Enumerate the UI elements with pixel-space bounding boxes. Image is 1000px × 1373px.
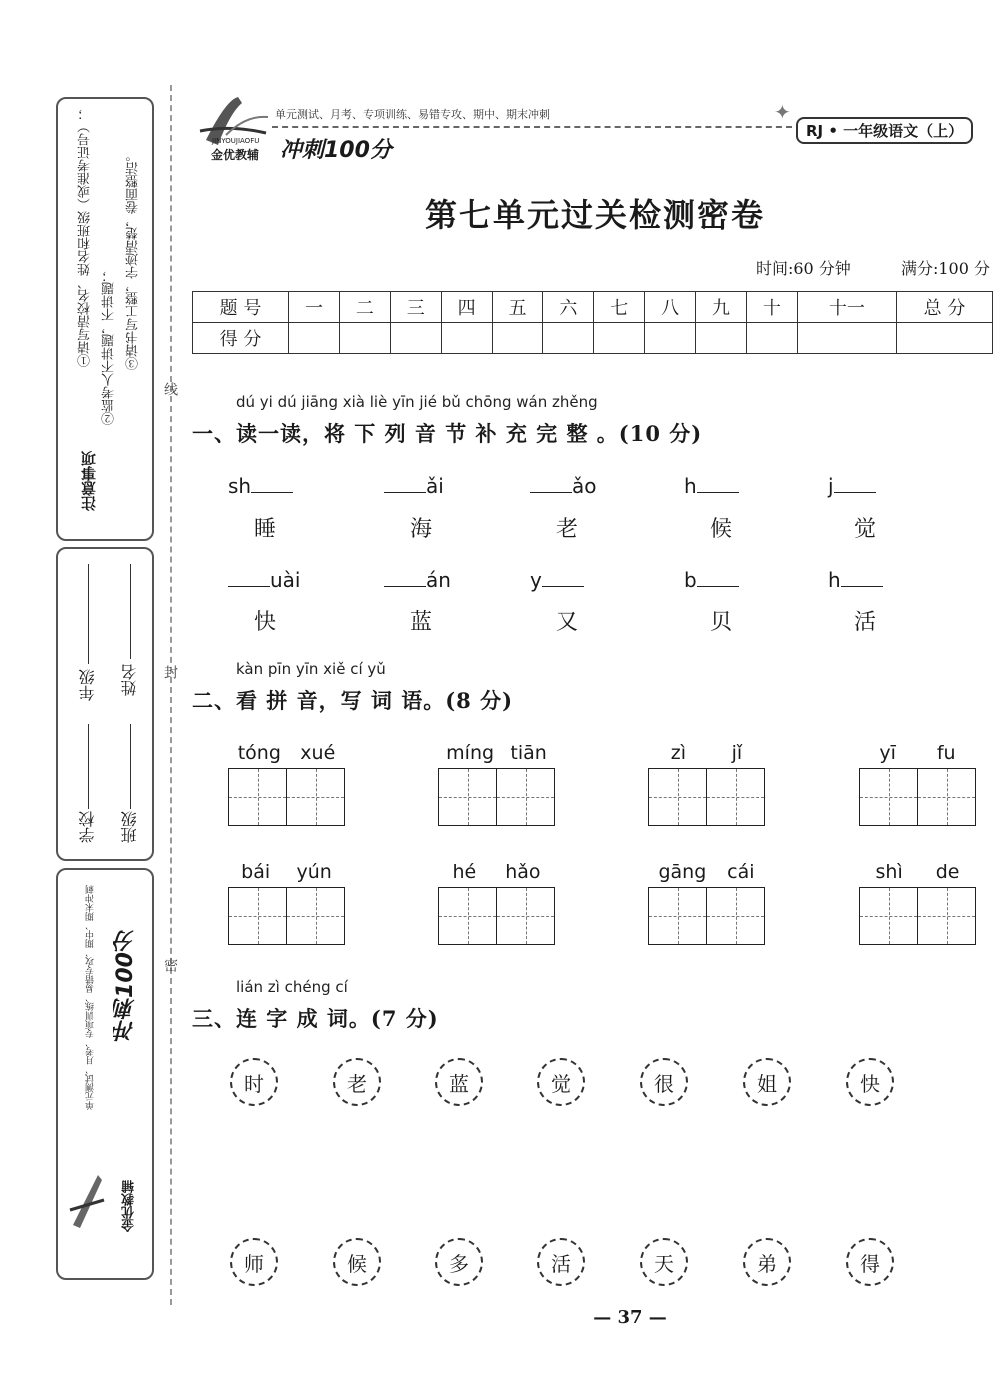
tianzige-cell[interactable]	[497, 888, 554, 944]
tianzige-box[interactable]	[438, 887, 555, 945]
score-cell[interactable]	[289, 323, 340, 354]
tianzige-cell[interactable]	[918, 888, 975, 944]
school-label: 学校	[78, 811, 97, 843]
pinyin-blank-item[interactable]	[530, 568, 584, 592]
grid-pinyin: tóng	[237, 742, 281, 764]
flower-char[interactable]: 天	[640, 1238, 688, 1286]
pinyin-prefix: h	[828, 568, 841, 592]
grade-line[interactable]	[88, 564, 89, 664]
notice-head: 注意事项	[80, 451, 98, 511]
class-label: 班级	[120, 811, 139, 843]
tianzige-box[interactable]	[648, 887, 765, 945]
pinyin-prefix: h	[684, 474, 697, 498]
flower-char[interactable]: 活	[537, 1238, 585, 1286]
score-cell[interactable]	[696, 323, 747, 354]
grid-pinyin: bái	[241, 861, 271, 883]
grid-pinyin: de	[935, 861, 960, 883]
writing-grid[interactable]	[859, 861, 976, 945]
writing-grid[interactable]	[228, 742, 345, 826]
score-cell[interactable]	[390, 323, 441, 354]
hanzi-char: 海	[410, 517, 433, 542]
pinyin-suffix: ǎo	[572, 474, 597, 498]
fill-blank[interactable]	[251, 478, 293, 493]
sparkle-icon: ✦	[774, 100, 791, 124]
pinyin-suffix: ǎi	[426, 474, 444, 498]
book-logo-icon	[68, 1170, 108, 1230]
grid-pinyin: shì	[875, 861, 903, 883]
hanzi-char: 睡	[254, 517, 277, 542]
publisher-en: JINYOUJIAOFU	[212, 137, 260, 145]
flower-char[interactable]: 姐	[743, 1058, 791, 1106]
tianzige-cell[interactable]	[229, 769, 287, 825]
pinyin-blank-item[interactable]	[228, 568, 301, 592]
grade-label: 年级	[78, 669, 97, 701]
tianzige-cell[interactable]	[707, 769, 764, 825]
publisher-name: 金优教辅	[211, 148, 260, 162]
tianzige-cell[interactable]	[649, 769, 707, 825]
writing-grid[interactable]	[228, 861, 345, 945]
tianzige-cell[interactable]	[649, 888, 707, 944]
tianzige-box[interactable]	[438, 768, 555, 826]
ad-tags: 单元测试、月考、专项训练、易错专攻、期中、期末冲刺	[86, 885, 96, 1110]
writing-grid[interactable]	[438, 742, 555, 826]
pinyin-blank-item[interactable]	[684, 568, 739, 592]
flower-char[interactable]: 候	[333, 1238, 381, 1286]
notice-line-1: ①请写清校名、姓名和班级（或准考证号）；	[78, 107, 93, 367]
header-tags: 单元测试、月考、专项训练、易错专攻、期中、期末冲刺	[275, 108, 550, 121]
table-cell: 八	[645, 292, 696, 323]
class-line[interactable]	[130, 724, 131, 809]
score-cell[interactable]	[746, 323, 797, 354]
grid-pinyin: zì	[670, 742, 687, 764]
table-cell: 九	[696, 292, 747, 323]
notice-line-2: ②监考人不讲题，不讲题；	[102, 269, 117, 425]
tianzige-cell[interactable]	[860, 888, 918, 944]
section3-title: 三、连 字 成 词。(7 分)	[192, 1006, 439, 1031]
hanzi-char: 活	[854, 610, 877, 635]
section2-pinyin: kàn pīn yīn xiě cí yǔ	[236, 660, 386, 678]
score-table-score-row	[193, 323, 993, 354]
ad-publisher: 金优教辅	[122, 1180, 137, 1232]
notice-line-3: ③请书写工整，字迹清楚，卷面整洁。	[126, 149, 141, 370]
ad-brand: 冲刺100分	[113, 930, 138, 1042]
writing-grid[interactable]	[648, 742, 765, 826]
flower-char[interactable]: 蓝	[435, 1058, 483, 1106]
score-cell[interactable]	[797, 323, 896, 354]
fill-blank[interactable]	[697, 572, 739, 587]
ad-box	[56, 868, 154, 1280]
pinyin-prefix: j	[828, 474, 834, 498]
notice-box	[56, 97, 154, 541]
score-cell[interactable]	[594, 323, 645, 354]
table-cell: 一	[289, 292, 340, 323]
grid-pinyin: hǎo	[505, 861, 541, 883]
flower-char[interactable]: 得	[846, 1238, 894, 1286]
hanzi-char: 快	[254, 610, 277, 635]
grid-pinyin: jǐ	[731, 742, 743, 764]
tianzige-cell[interactable]	[439, 888, 497, 944]
grid-pinyin: xué	[300, 742, 336, 764]
cut-label-mi: 密	[162, 958, 178, 972]
fill-blank[interactable]	[384, 478, 426, 493]
score-cell[interactable]	[897, 323, 993, 354]
score-cell[interactable]	[492, 323, 543, 354]
hanzi-char: 又	[556, 610, 579, 635]
section1-pinyin: dú yi dú jiāng xià liè yīn jié bǔ chōng wán zhěng	[236, 393, 598, 411]
table-cell: 总 分	[897, 292, 993, 323]
score-cell[interactable]	[543, 323, 594, 354]
tianzige-box[interactable]	[648, 768, 765, 826]
fill-blank[interactable]	[697, 478, 739, 493]
tianzige-box[interactable]	[859, 768, 976, 826]
table-cell: 五	[492, 292, 543, 323]
tianzige-cell[interactable]	[497, 769, 554, 825]
flower-char[interactable]: 师	[230, 1238, 278, 1286]
school-line[interactable]	[88, 724, 89, 809]
table-cell: 十	[746, 292, 797, 323]
flower-char[interactable]: 时	[230, 1058, 278, 1106]
fill-blank[interactable]	[841, 572, 883, 587]
flower-char[interactable]: 老	[333, 1058, 381, 1106]
tianzige-cell[interactable]	[707, 888, 764, 944]
hanzi-char: 老	[556, 517, 579, 542]
table-cell: 四	[441, 292, 492, 323]
pinyin-blank-item[interactable]	[384, 474, 444, 498]
score-table	[192, 291, 993, 354]
pinyin-prefix: b	[684, 568, 697, 592]
hanzi-char: 候	[710, 517, 733, 542]
fill-blank[interactable]	[228, 572, 270, 587]
pinyin-blank-item[interactable]	[530, 474, 597, 498]
writing-grid[interactable]	[648, 861, 765, 945]
tianzige-cell[interactable]	[229, 888, 287, 944]
tianzige-cell[interactable]	[287, 769, 344, 825]
pinyin-blank-item[interactable]	[384, 568, 451, 592]
table-cell: 三	[390, 292, 441, 323]
page-number: — 37 —	[593, 1307, 667, 1328]
grid-pinyin: míng	[446, 742, 495, 764]
hanzi-char: 贝	[710, 610, 733, 635]
fill-blank[interactable]	[530, 478, 572, 493]
grid-pinyin: yī	[879, 742, 896, 764]
writing-grid[interactable]	[859, 742, 976, 826]
exam-meta	[756, 256, 990, 279]
flower-char[interactable]: 快	[846, 1058, 894, 1106]
tianzige-box[interactable]	[228, 887, 345, 945]
pinyin-blank-item[interactable]	[828, 568, 883, 592]
pinyin-suffix: án	[426, 568, 451, 592]
pinyin-blank-item[interactable]	[684, 474, 739, 498]
name-line[interactable]	[130, 564, 131, 659]
name-label: 姓名	[120, 664, 139, 696]
flower-char[interactable]: 弟	[743, 1238, 791, 1286]
grade-badge: RJ • 一年级语文（上）	[796, 117, 973, 144]
table-cell: 七	[594, 292, 645, 323]
tianzige-box[interactable]	[859, 887, 976, 945]
tianzige-cell[interactable]	[287, 888, 344, 944]
table-cell: 得 分	[193, 323, 289, 354]
section1-title: 一、读一读，将 下 列 音 节 补 充 完 整 。(10 分)	[192, 421, 703, 446]
score-cell[interactable]	[645, 323, 696, 354]
tianzige-cell[interactable]	[439, 769, 497, 825]
flower-char[interactable]: 很	[640, 1058, 688, 1106]
writing-grid[interactable]	[438, 861, 555, 945]
tianzige-box[interactable]	[228, 768, 345, 826]
tianzige-cell[interactable]	[860, 769, 918, 825]
flower-char[interactable]: 觉	[537, 1058, 585, 1106]
grid-pinyin: tiān	[510, 742, 547, 764]
fill-blank[interactable]	[384, 572, 426, 587]
hanzi-char: 觉	[854, 517, 877, 542]
brand-title: 冲刺100分	[280, 138, 392, 163]
score-cell[interactable]	[339, 323, 390, 354]
pinyin-prefix: y	[530, 568, 542, 592]
score-cell[interactable]	[441, 323, 492, 354]
fill-blank[interactable]	[542, 572, 584, 587]
table-cell: 十一	[797, 292, 896, 323]
cut-label-feng: 封	[162, 665, 178, 679]
score-info: 满分:100 分	[900, 259, 990, 278]
time-info: 时间:60 分钟	[755, 259, 851, 278]
hanzi-char: 蓝	[410, 610, 433, 635]
grid-pinyin: gāng	[658, 861, 707, 883]
pinyin-suffix: uài	[270, 568, 301, 592]
grid-pinyin: hé	[452, 861, 477, 883]
pinyin-prefix: sh	[228, 474, 252, 498]
table-cell: 题 号	[193, 292, 289, 323]
flower-char[interactable]: 多	[435, 1238, 483, 1286]
pinyin-blank-item[interactable]	[228, 474, 293, 498]
score-table-header-row	[193, 292, 993, 323]
header-divider	[272, 126, 792, 128]
fill-blank[interactable]	[834, 478, 876, 493]
pinyin-blank-item[interactable]	[828, 474, 876, 498]
grid-pinyin: fu	[936, 742, 956, 764]
student-info-box	[56, 547, 154, 861]
grid-pinyin: yún	[296, 861, 332, 883]
grid-pinyin: cái	[727, 861, 755, 883]
section3-pinyin: lián zì chéng cí	[236, 978, 348, 996]
tianzige-cell[interactable]	[918, 769, 975, 825]
table-cell: 二	[339, 292, 390, 323]
cut-label-xian: 线	[162, 382, 178, 396]
section2-title: 二、看 拼 音，写 词 语。(8 分)	[192, 688, 514, 713]
binding-cut-line	[170, 85, 172, 1305]
table-cell: 六	[543, 292, 594, 323]
page-title: 第七单元过关检测密卷	[424, 196, 765, 234]
